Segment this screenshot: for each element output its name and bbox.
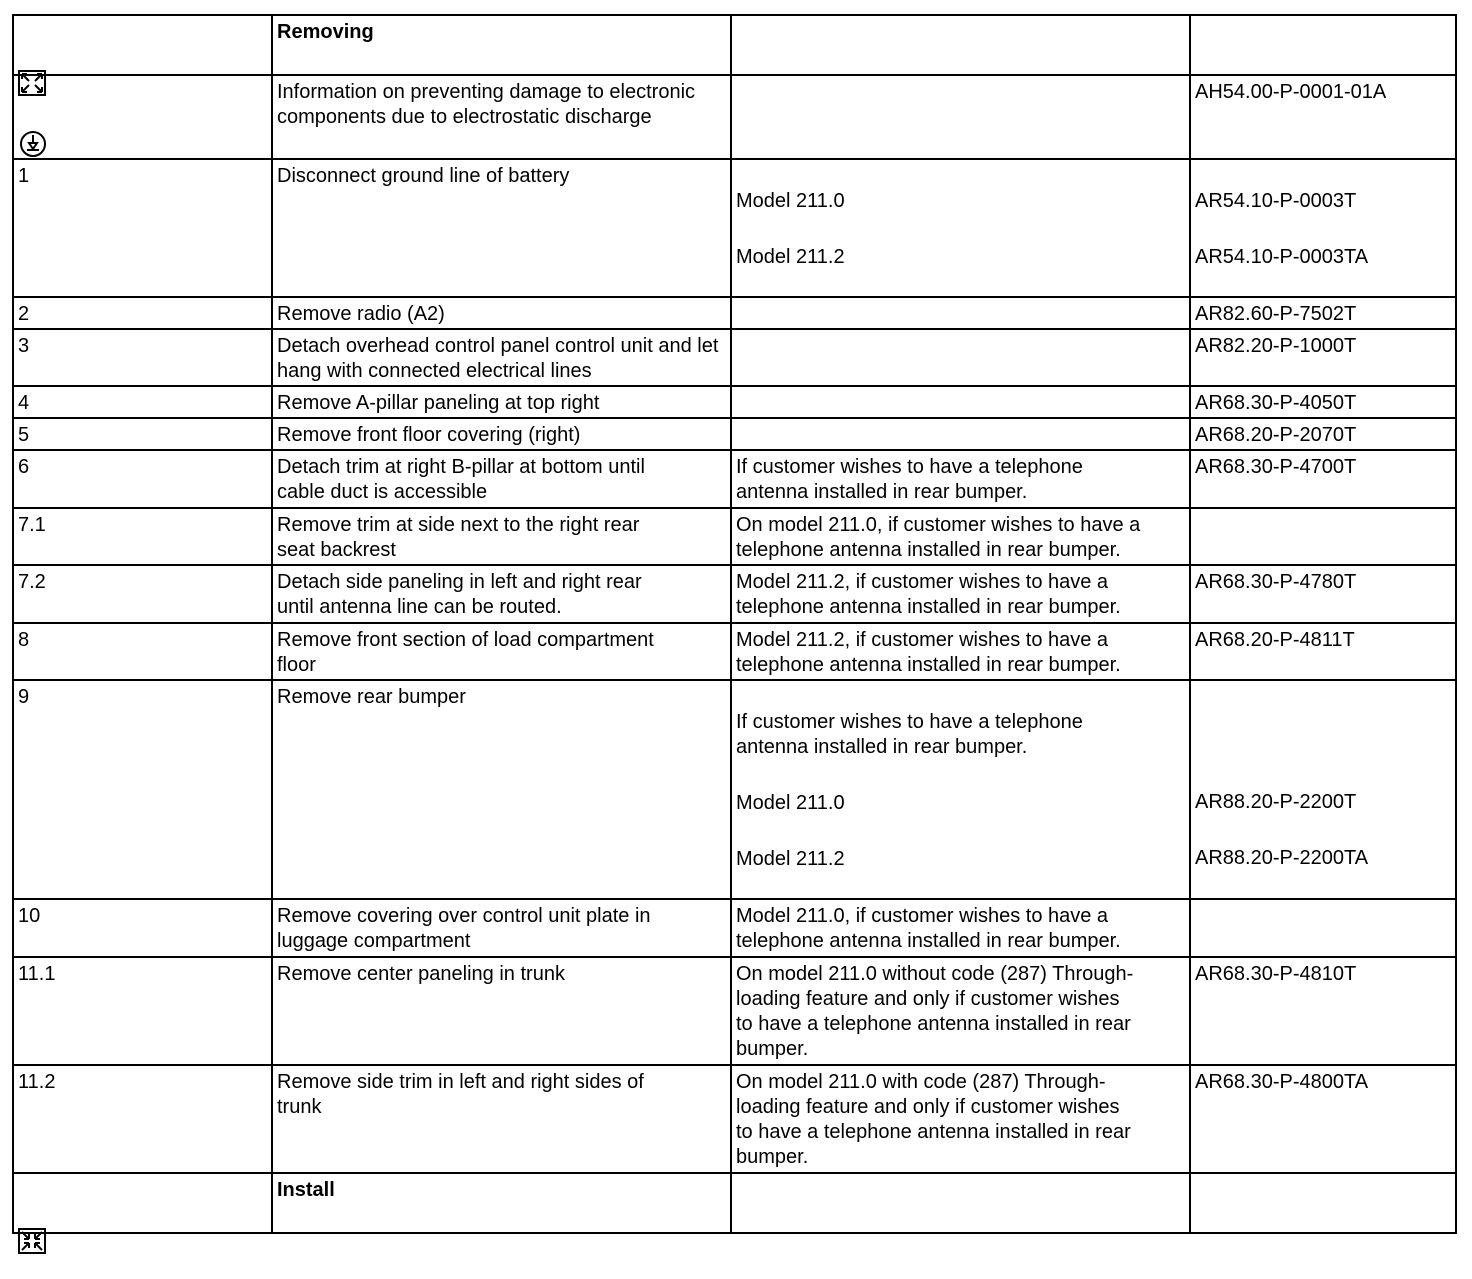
step-reference — [1190, 159, 1456, 297]
step-reference: AR68.20-P-2070T — [1190, 418, 1456, 450]
table-row — [13, 899, 1456, 957]
reference-line: AR88.20-P-2200TA — [1195, 847, 1369, 869]
step-number: 5 — [13, 418, 272, 450]
step-reference: AR68.20-P-4811T — [1190, 623, 1456, 680]
step-reference — [1190, 508, 1456, 565]
step-number: 2 — [13, 297, 272, 329]
step-reference: AR68.30-P-4050T — [1190, 386, 1456, 418]
procedure-table — [12, 14, 1457, 1234]
step-number: 7.1 — [13, 508, 272, 565]
table-row — [13, 386, 1456, 418]
step-reference: AR68.30-P-4810T — [1190, 957, 1456, 1065]
removing-icon-cell — [13, 15, 272, 75]
step-description: Remove center paneling in trunk — [272, 957, 731, 1065]
section-header-install — [13, 1173, 1456, 1233]
step-number: 1 — [13, 159, 272, 297]
reference-spacer — [1195, 710, 1451, 765]
step-condition: Model 211.2, if customer wishes to have a telephone antenna installed in rear bumper. — [731, 565, 1190, 623]
step-description: Detach overhead control panel control unit and let hang with connected electrical lines — [272, 329, 731, 386]
step-condition — [731, 386, 1190, 418]
step-number: 9 — [13, 680, 272, 899]
empty-cell — [731, 15, 1190, 75]
section-title-install: Install — [272, 1173, 731, 1233]
step-number: 11.1 — [13, 957, 272, 1065]
table-row — [13, 418, 1456, 450]
step-reference: AR82.20-P-1000T — [1190, 329, 1456, 386]
table-row — [13, 297, 1456, 329]
reference-line: AR88.20-P-2200T — [1195, 791, 1357, 813]
reference-line: AR54.10-P-0003T — [1195, 190, 1357, 212]
table-row — [13, 623, 1456, 680]
expand-arrows-icon — [18, 45, 48, 73]
step-number: 4 — [13, 386, 272, 418]
table-row — [13, 508, 1456, 565]
step-condition: On model 211.0, if customer wishes to have a telephone antenna installed in rear bumper. — [731, 508, 1190, 565]
table-row — [13, 329, 1456, 386]
step-condition: If customer wishes to have a telephone antenna installed in rear bumper. — [731, 450, 1190, 508]
step-description: Remove trim at side next to the right rear seat backrest — [272, 508, 731, 565]
esd-icon-cell — [13, 75, 272, 159]
step-description: Remove covering over control unit plate in luggage compartment — [272, 899, 731, 957]
empty-cell — [1190, 1173, 1456, 1233]
esd-warning-icon — [18, 105, 48, 133]
collapse-arrows-icon — [18, 1203, 48, 1231]
esd-info-row — [13, 75, 1456, 159]
install-icon-cell — [13, 1173, 272, 1233]
empty-cell — [731, 1173, 1190, 1233]
empty-cell — [731, 75, 1190, 159]
section-title-removing: Removing — [272, 15, 731, 75]
step-description: Remove side trim in left and right sides of trunk — [272, 1065, 731, 1173]
esd-info-text: Information on preventing damage to electronic components due to electrostatic discharge — [272, 75, 731, 159]
step-condition: On model 211.0 without code (287) Through- loading feature and only if customer wishes to have a telephone antenna installed in rear bumper. — [731, 957, 1190, 1065]
step-number: 6 — [13, 450, 272, 508]
step-reference: AR68.30-P-4800TA — [1190, 1065, 1456, 1173]
condition-line: Model 211.2 — [736, 848, 845, 870]
step-description: Remove front floor covering (right) — [272, 418, 731, 450]
step-condition — [731, 418, 1190, 450]
step-condition — [731, 329, 1190, 386]
step-description: Remove rear bumper — [272, 680, 731, 899]
step-condition — [731, 680, 1190, 899]
step-number: 7.2 — [13, 565, 272, 623]
step-reference: AR68.30-P-4700T — [1190, 450, 1456, 508]
step-description: Remove radio (A2) — [272, 297, 731, 329]
step-condition: Model 211.2, if customer wishes to have a telephone antenna installed in rear bumper. — [731, 623, 1190, 680]
step-condition — [731, 159, 1190, 297]
table-row — [13, 680, 1456, 899]
step-number: 11.2 — [13, 1065, 272, 1173]
table-row — [13, 450, 1456, 508]
step-number: 10 — [13, 899, 272, 957]
step-reference — [1190, 899, 1456, 957]
condition-line: Model 211.0 — [736, 190, 845, 212]
condition-line: Model 211.0 — [736, 792, 845, 814]
section-header-removing — [13, 15, 1456, 75]
step-condition — [731, 297, 1190, 329]
table-row — [13, 565, 1456, 623]
step-description: Remove A-pillar paneling at top right — [272, 386, 731, 418]
step-description: Detach side paneling in left and right rear until antenna line can be routed. — [272, 565, 731, 623]
step-reference: AR82.60-P-7502T — [1190, 297, 1456, 329]
condition-line: If customer wishes to have a telephone antenna installed in rear bumper. — [736, 711, 1083, 758]
step-reference: AR68.30-P-4780T — [1190, 565, 1456, 623]
step-number: 3 — [13, 329, 272, 386]
step-number: 8 — [13, 623, 272, 680]
table-row — [13, 159, 1456, 297]
reference-line: AR54.10-P-0003TA — [1195, 246, 1369, 268]
step-reference — [1190, 680, 1456, 899]
step-condition: On model 211.0 with code (287) Through- loading feature and only if customer wishes to have a telephone antenna installed in rear bumper. — [731, 1065, 1190, 1173]
empty-cell — [1190, 15, 1456, 75]
esd-info-reference: AH54.00-P-0001-01A — [1190, 75, 1456, 159]
step-condition: Model 211.0, if customer wishes to have a telephone antenna installed in rear bumper. — [731, 899, 1190, 957]
step-description: Remove front section of load compartment floor — [272, 623, 731, 680]
step-description: Disconnect ground line of battery — [272, 159, 731, 297]
step-description: Detach trim at right B-pillar at bottom until cable duct is accessible — [272, 450, 731, 508]
table-row — [13, 957, 1456, 1065]
table-row — [13, 1065, 1456, 1173]
condition-line: Model 211.2 — [736, 246, 845, 268]
